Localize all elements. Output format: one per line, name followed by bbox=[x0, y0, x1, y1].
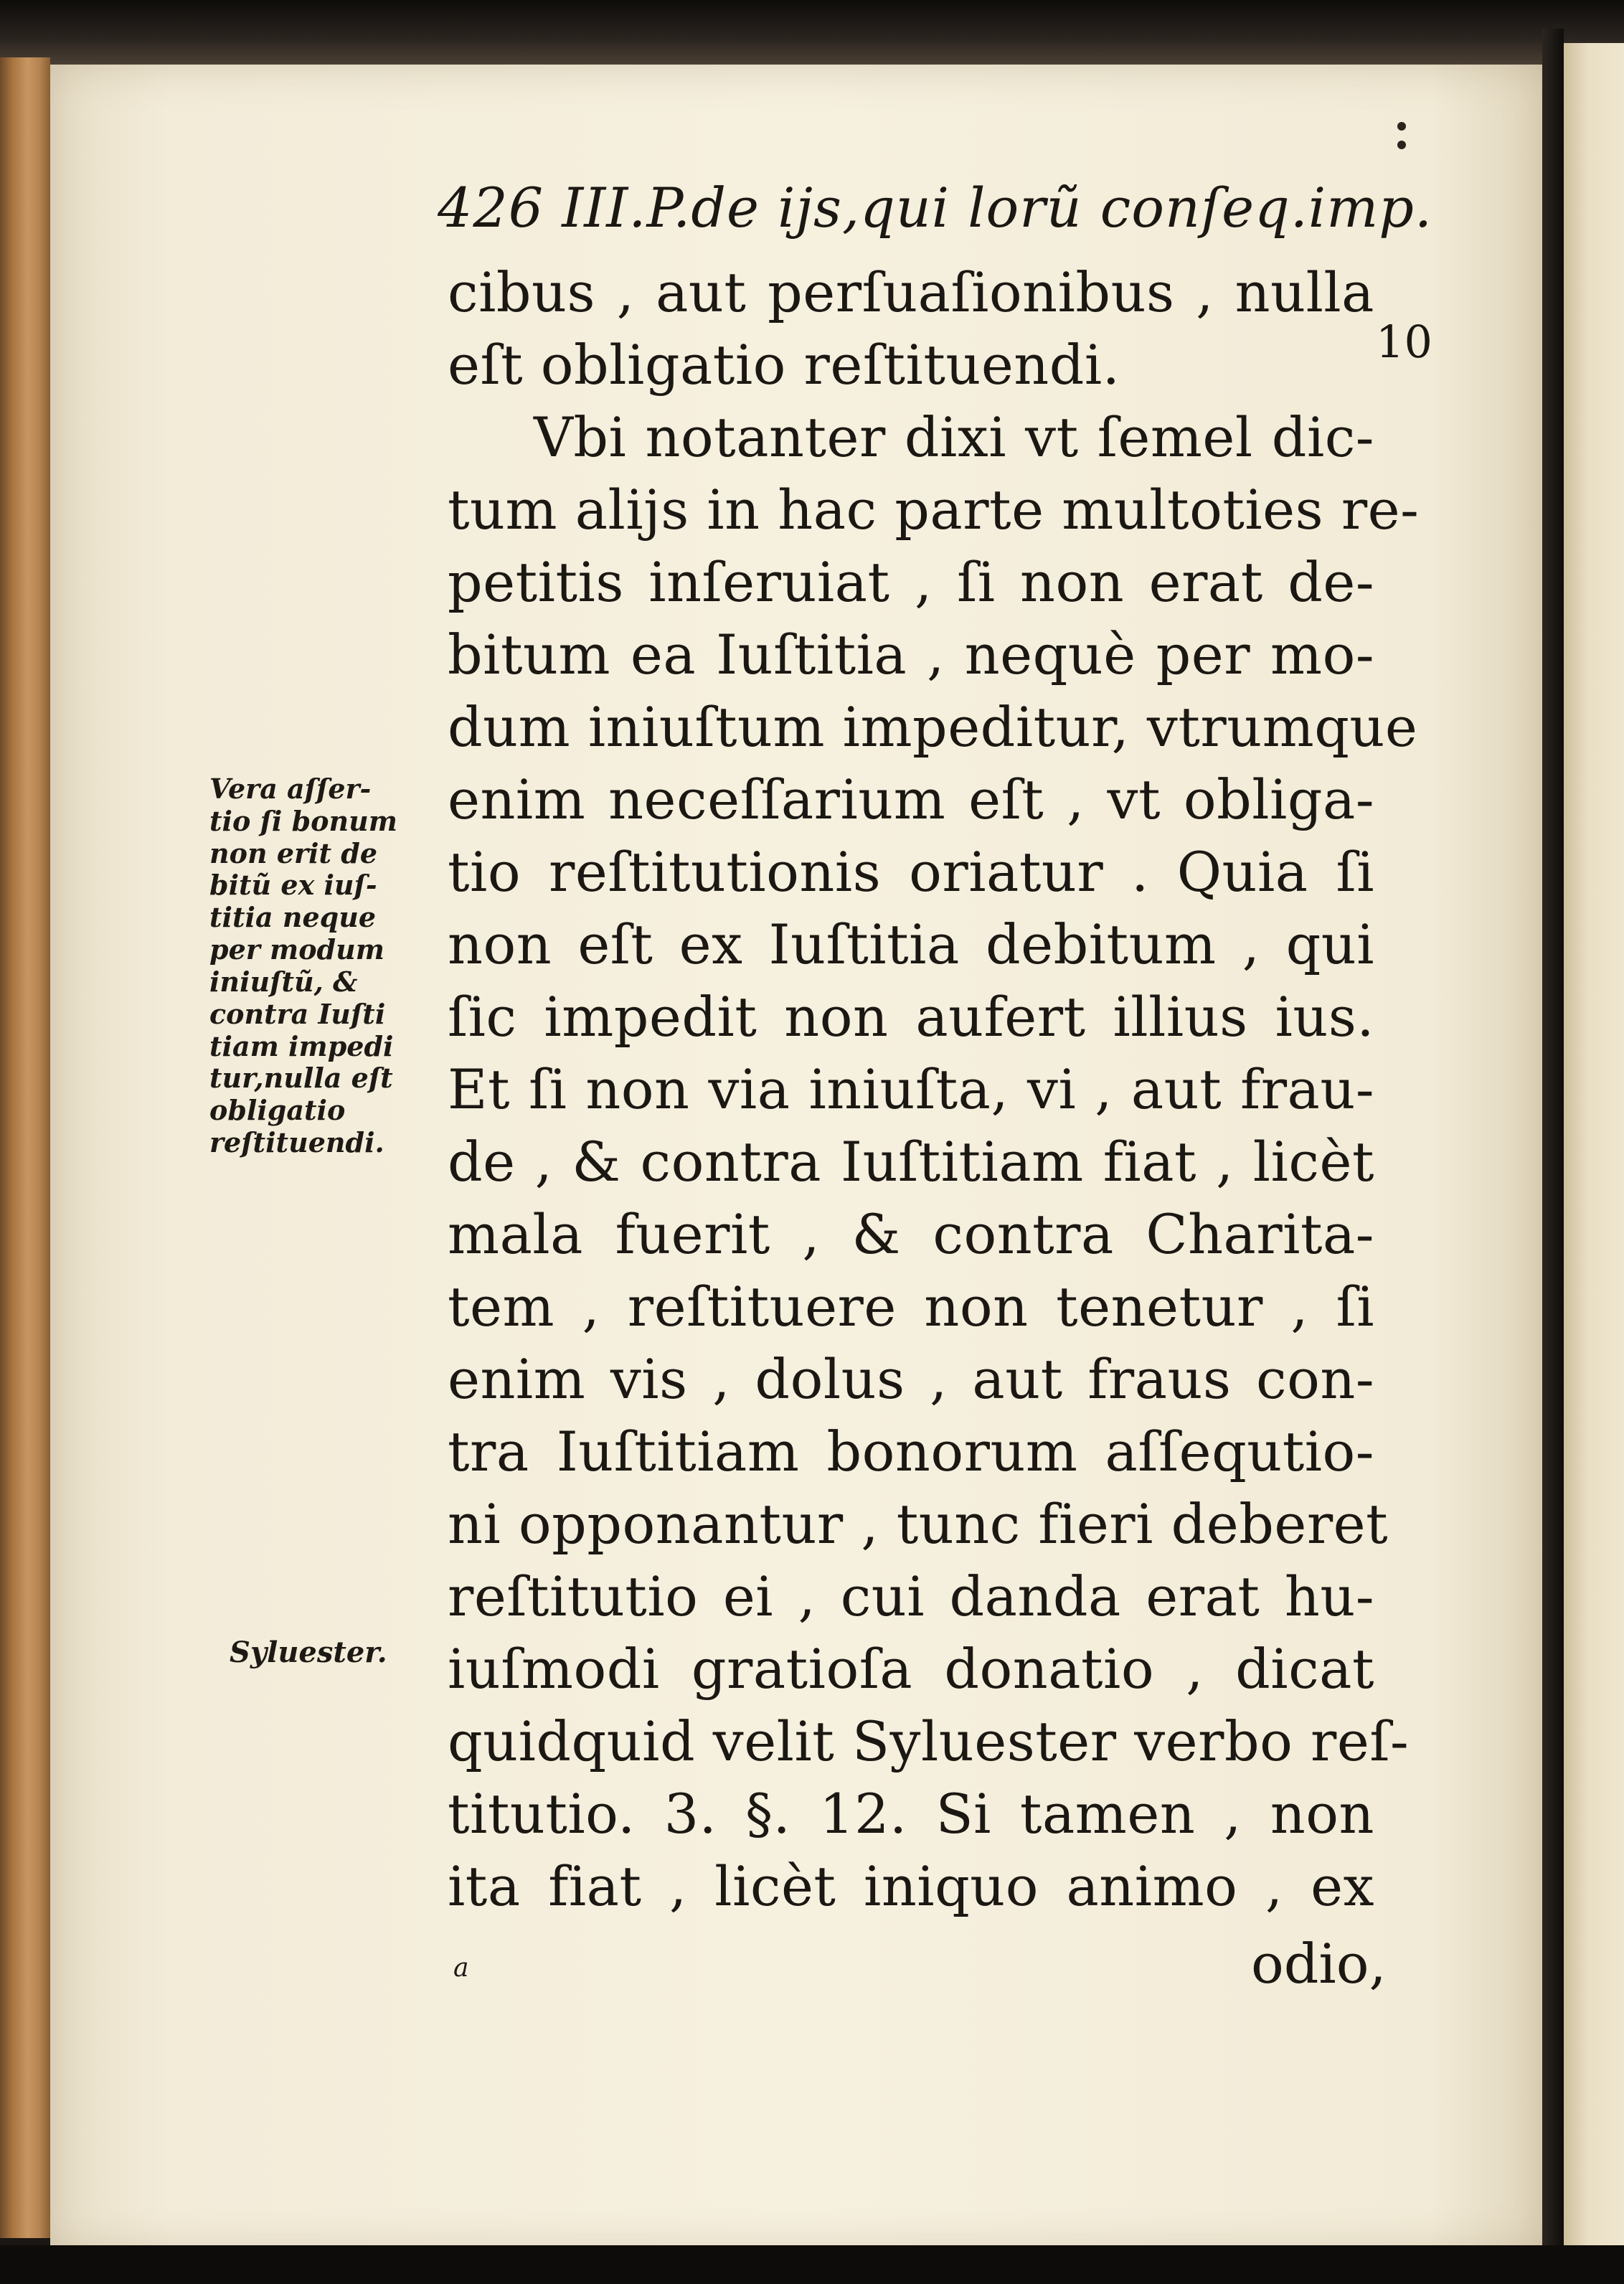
side-note-line: contra Iuſti bbox=[209, 997, 386, 1030]
side-note-line: tiam impedi bbox=[209, 1029, 394, 1062]
book-fore-edge bbox=[0, 57, 50, 2238]
side-note-line: bitũ ex iuſ- bbox=[209, 869, 377, 902]
top-shadow bbox=[0, 0, 1624, 65]
text-line: mala fuerit , & contra Charita- bbox=[448, 1202, 1374, 1266]
side-note-line: iniuſtũ, & bbox=[209, 965, 358, 998]
signature-mark: a bbox=[453, 1953, 469, 1983]
text-line: petitis inſeruiat , ſi non erat de- bbox=[448, 550, 1374, 614]
bottom-shadow bbox=[0, 2245, 1624, 2284]
catchword: odio, bbox=[1251, 1932, 1387, 1996]
side-note-line: tur,nulla eſt bbox=[209, 1062, 393, 1095]
text-line: Et ſi non via iniuſta, vi , aut frau- bbox=[448, 1057, 1374, 1121]
text-line: bitum ea Iuſtitia , nequè per mo- bbox=[448, 623, 1374, 686]
marginal-number: 10 bbox=[1376, 316, 1432, 368]
text-line: tra Iuſtitiam bonorum aſſequtio- bbox=[448, 1420, 1374, 1483]
text-line: de , & contra Iuſtitiam fiat , licèt bbox=[448, 1130, 1374, 1194]
text-line: enim vis , dolus , aut fraus con- bbox=[448, 1347, 1374, 1411]
ink-mark bbox=[1397, 122, 1407, 152]
text-line: dum iniuſtum impeditur, vtrumque bbox=[448, 695, 1418, 759]
side-note-author: Syluester. bbox=[230, 1636, 387, 1669]
side-note-line: reſtituendi. bbox=[209, 1126, 384, 1159]
text-line: quidquid velit Syluester verbo reſ- bbox=[448, 1709, 1410, 1773]
text-line: tum alijs in hac parte multoties re- bbox=[448, 478, 1420, 542]
text-line: ita fiat , licèt iniquo animo , ex bbox=[448, 1854, 1374, 1918]
text-line: Vbi notanter dixi vt ſemel dic- bbox=[534, 405, 1374, 469]
side-note bbox=[209, 773, 397, 1159]
text-line: iuſmodi gratioſa donatio , dicat bbox=[448, 1637, 1374, 1701]
side-note-line: non erit de bbox=[209, 836, 377, 869]
side-note-line: Vera aſſer- bbox=[209, 773, 372, 805]
gutter-shadow bbox=[1542, 29, 1564, 2284]
side-note-line: titia neque bbox=[209, 901, 377, 934]
text-line: non eſt ex Iuſtitia debitum , qui bbox=[448, 912, 1374, 976]
side-note-line: tio ſi bonum bbox=[209, 804, 397, 837]
text-line: titutio. 3. §. 12. Si tamen , non bbox=[448, 1782, 1374, 1846]
text-line: tio reſtitutionis oriatur . Quia ſi bbox=[448, 840, 1374, 904]
running-head: 426 III.P.de ijs,qui lorũ conſeq.imp. bbox=[438, 176, 1433, 240]
side-note-line: per modum bbox=[209, 933, 384, 966]
text-line: ni opponantur , tunc fieri deberet bbox=[448, 1492, 1389, 1556]
text-line: ſic impedit non aufert illius ius. bbox=[448, 985, 1374, 1049]
text-line: enim neceſſarium eſt , vt obliga- bbox=[448, 768, 1374, 831]
text-line: cibus , aut perſuaſionibus , nulla bbox=[448, 260, 1374, 324]
side-note-line: obligatio bbox=[209, 1094, 346, 1127]
facing-page-edge bbox=[1564, 43, 1624, 2260]
text-line: reſtitutio ei , cui danda erat hu- bbox=[448, 1565, 1374, 1628]
text-line: eſt obligatio reſtituendi. bbox=[448, 333, 1120, 397]
text-line: tem , reſtituere non tenetur , ſi bbox=[448, 1275, 1374, 1339]
